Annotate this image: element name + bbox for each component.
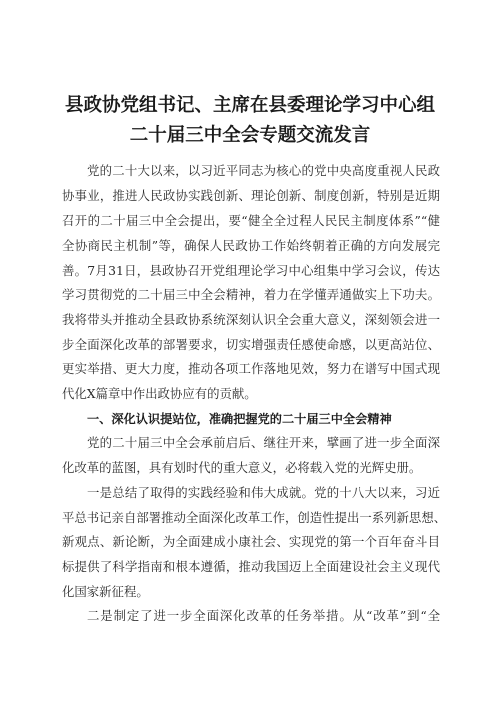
paragraph-line: 党的二十届三中全会承前启后、继往开来，擘画了进一步全面深: [87, 435, 440, 450]
document-title-line-1: 县政协党组书记、主席在县委理论学习中心组: [64, 95, 435, 116]
paragraph-line: 协事业，推进人民政协实践创新、理论创新、制度创新，特别是近期: [62, 188, 440, 203]
paragraph-line: 平总书记亲自部署推动全面深化改革工作，创造性提出一系列新思想、: [62, 510, 447, 525]
paragraph-line: 善。7月31日，县政协召开党组理论学习中心组集中学习会议，传达: [62, 263, 440, 278]
paragraph-line: 学习贯彻党的二十届三中全会精神，着力在学懂弄通做实上下功夫。: [62, 287, 440, 302]
document-title-line-2: 二十届三中全会专题交流发言: [129, 125, 371, 146]
paragraph-line: 代化X篇章中作出政协应有的贡献。: [62, 386, 257, 401]
section-heading: 一、深化认识提站位，准确把握党的二十届三中全会精神: [87, 412, 392, 426]
paragraph-line: 步全面深化改革的部署要求，切实增强责任感使命感，以更高站位、: [62, 337, 440, 352]
paragraph-line: 新观点、新论断，为全面建成小康社会、实现党的第一个百年奋斗目: [62, 534, 440, 549]
paragraph-line: 全协商民主机制”等，确保人民政协工作始终朝着正确的方向发展完: [62, 238, 440, 253]
paragraph-line: 标提供了科学指南和根本遵循，推动我国迈上全面建设社会主义现代: [62, 559, 440, 574]
paragraph-line: 化改革的蓝图，具有划时代的重大意义，必将载入党的光辉史册。: [62, 460, 422, 475]
paragraph-line: 党的二十大以来，以习近平同志为核心的党中央高度重视人民政: [87, 163, 440, 178]
paragraph-line: 我将带头并推动全县政协系统深刻认识全会重大意义，深刻领会进一: [62, 312, 440, 327]
paragraph-line: 二是制定了进一步全面深化改革的任务举措。从“改革”到“全: [87, 608, 440, 623]
paragraph-line: 召开的二十届三中全会提出，要“健全全过程人民民主制度体系”“健: [62, 213, 440, 228]
paragraph-line: 化国家新征程。: [62, 584, 149, 599]
paragraph-line: 更实举措、更大力度，推动各项工作落地见效，努力在谱写中国式现: [62, 361, 440, 376]
paragraph-line: 一是总结了取得的实践经验和伟大成就。党的十八大以来，习近: [87, 485, 440, 500]
